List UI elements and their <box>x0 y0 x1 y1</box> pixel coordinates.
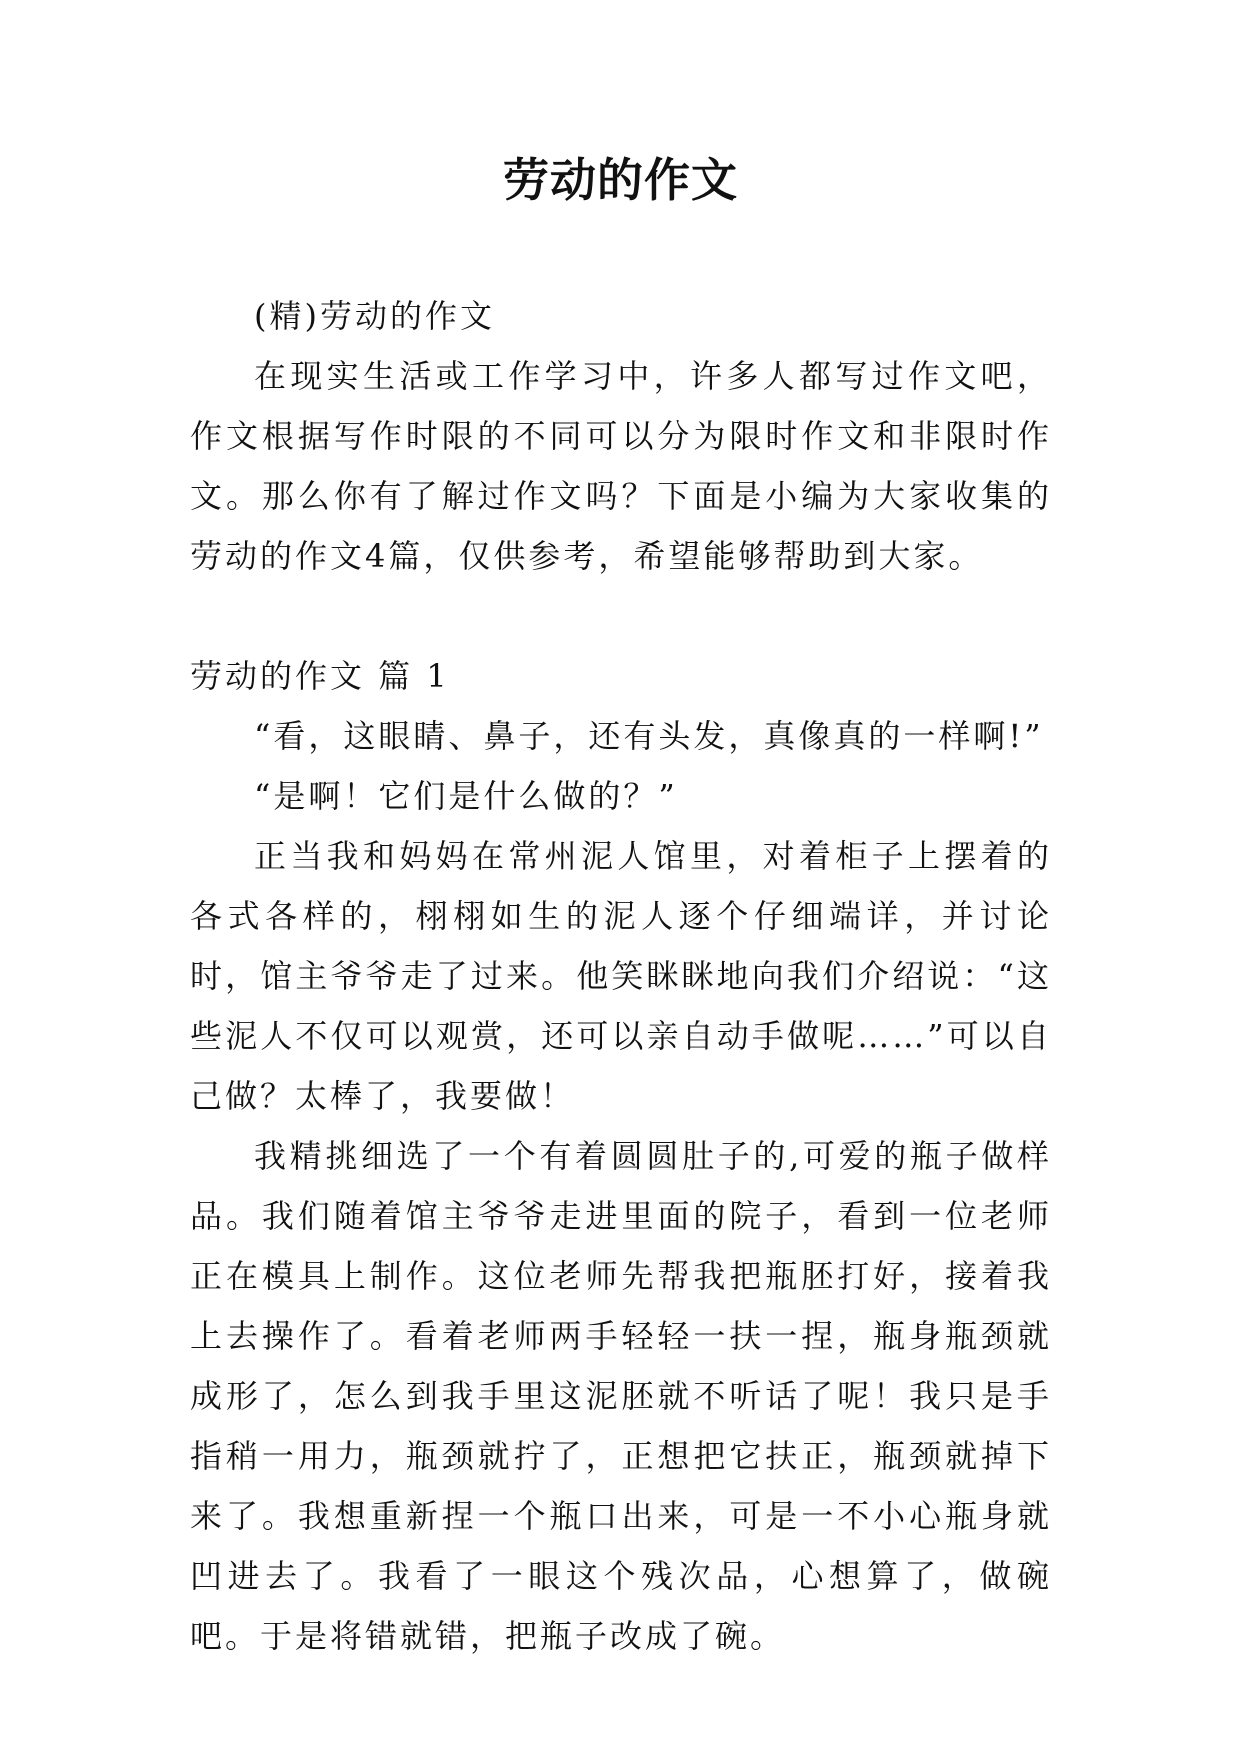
body-paragraph: 正当我和妈妈在常州泥人馆里，对着柜子上摆着的各式各样的，栩栩如生的泥人逐个仔细端详，并讨论时，馆主爷爷走了过来。他笑眯眯地向我们介绍说：“这些泥人不仅可以观赏，还可以亲自动手做呢……”可以自己做？太棒了，我要做！ <box>190 837 1052 1115</box>
intro-subtitle: (精)劳动的作文 <box>254 297 495 335</box>
section-spacer <box>190 586 1052 646</box>
body-paragraph: “看，这眼睛、鼻子，还有头发，真像真的一样啊!” <box>254 717 1044 755</box>
body-paragraph: 我精挑细选了一个有着圆圆肚子的,可爱的瓶子做样品。我们随着馆主爷爷走进里面的院子，看到一位老师正在模具上制作。这位老师先帮我把瓶胚打好，接着我上去操作了。看着老师两手轻轻一扶一捏，瓶身瓶颈就成形了，怎么到我手里这泥胚就不听话了呢！我只是手指稍一用力，瓶颈就拧了，正想把它扶正，瓶颈就掉下来了。我想重新捏一个瓶口出来，可是一不小心瓶身就凹进去了。我看了一眼这个残次品，心想算了，做碗吧。于是将错就错，把瓶子改成了碗。 <box>190 1137 1052 1655</box>
document-title: 劳动的作文 <box>503 153 738 207</box>
document-body <box>190 286 1052 1666</box>
section-heading: 劳动的作文 篇 1 <box>190 657 450 695</box>
body-paragraph: “是啊！它们是什么做的？” <box>254 777 678 815</box>
intro-paragraph: 在现实生活或工作学习中，许多人都写过作文吧，作文根据写作时限的不同可以分为限时作文和非限时作文。那么你有了解过作文吗？下面是小编为大家收集的劳动的作文4篇，仅供参考，希望能够帮助到大家。 <box>190 357 1052 575</box>
